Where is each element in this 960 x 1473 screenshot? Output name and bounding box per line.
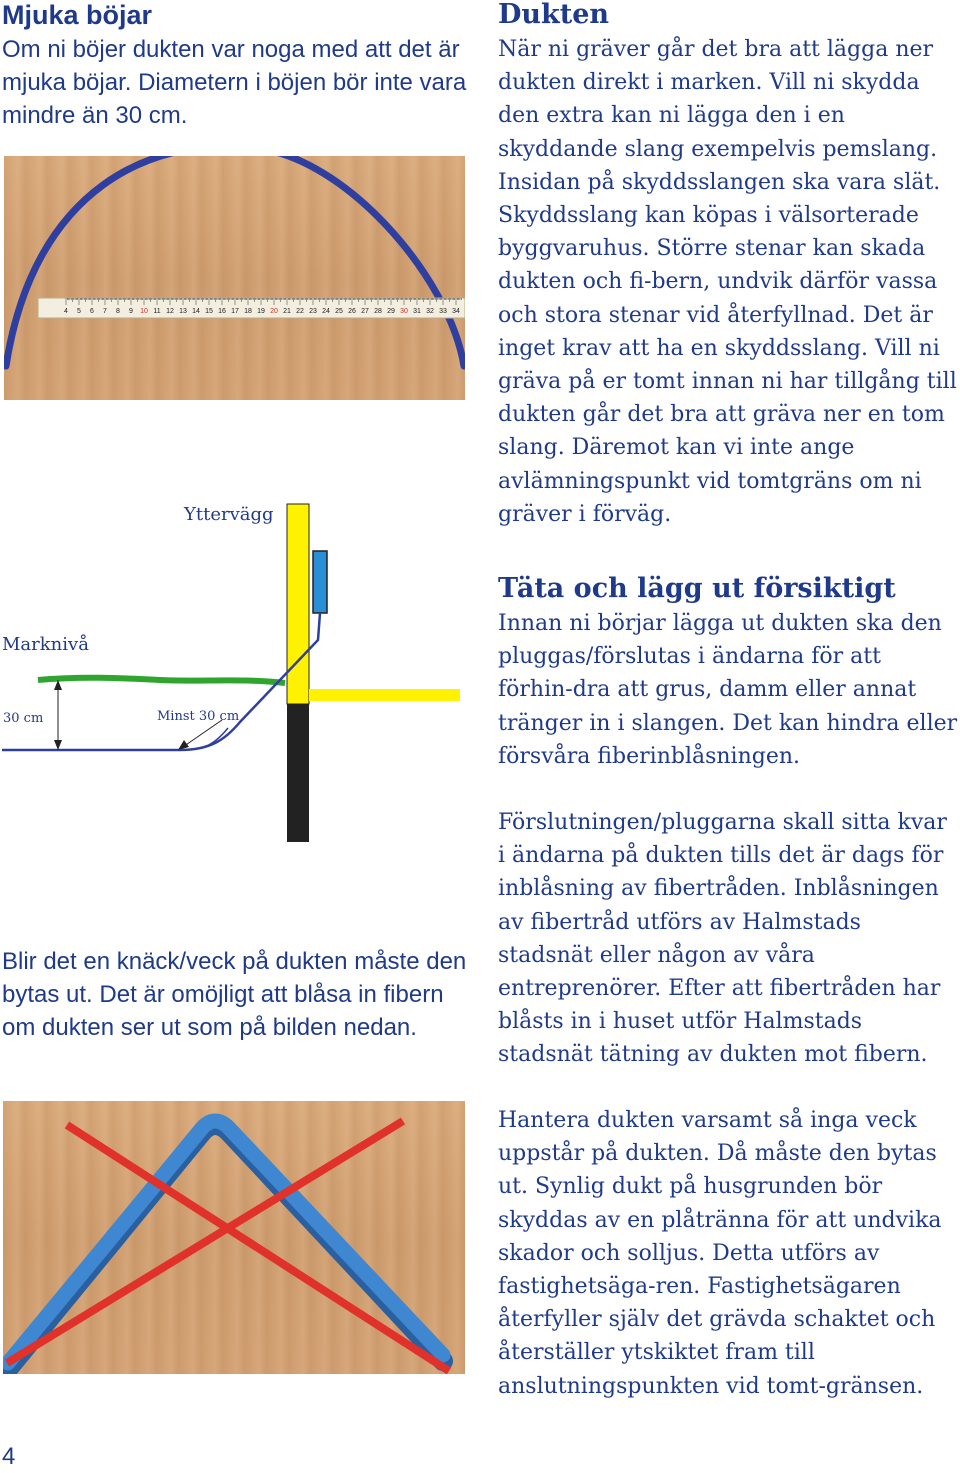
kink-photo-drawing — [3, 1101, 465, 1374]
depth-arrow-head-bottom — [54, 740, 62, 750]
ruler-number: 28 — [374, 308, 382, 315]
intro-paragraph: Om ni böjer dukten var noga med att det är mjuka böjar. Diametern i böjen bör inte vara mindre än 30 cm. — [2, 36, 467, 130]
tata-paragraph-3: Hantera dukten varsamt så inga veck uppstår på dukten. Då måste den bytas ut. Synlig dukt på husgrunden bör skyddas av en plåtränna för att undvika skador och solljus. Detta utförs av fastighetsäga-ren. Fastighetsägaren återfyller själv det grävda schaktet och återställer ytskiktet fram till anslutningspunkten vid tomt-gränsen. — [498, 1108, 942, 1399]
ruler-number: 21 — [283, 308, 291, 315]
ruler-number: 7 — [103, 308, 107, 315]
ruler-number: 32 — [426, 308, 434, 315]
diagram-drawing — [0, 500, 470, 845]
ruler-number: 33 — [439, 308, 447, 315]
foundation — [287, 704, 309, 842]
ruler-number: 16 — [218, 308, 226, 315]
tata-paragraph-2: Förslutningen/pluggarna skall sitta kvar i ändarna på dukten tills det är dags för inblåsning av fibertråden. Inblåsningen av fibertråd utförs av Halmstads stadsnät eller någon av våra entreprenörer. Efter att fibertråden har blåsts in i huset utför Halmstads stadsnät tätning av dukten mot fibern. — [498, 810, 947, 1068]
ruler-number: 17 — [231, 308, 239, 315]
ruler-number: 18 — [244, 308, 252, 315]
ruler-number: 29 — [387, 308, 395, 315]
radius-arrow-head — [178, 740, 189, 750]
label-depth-30cm: 30 cm — [3, 711, 44, 726]
label-minst-30cm: Minst 30 cm — [157, 709, 240, 724]
dukten-paragraph: När ni gräver går det bra att lägga ner dukten direkt i marken. Vill ni skydda den extra kan ni lägga den i en skyddande slang exempelvis pemslang. Insidan på skyddsslangen ska vara slät. Skyddsslang kan köpas i välsorterade byggvaruhus. Större stenar kan skada dukten och fi-bern, undvik därför vassa och stora stenar vid återfyllnad. Det är inget krav att ha en skyddsslang. Vill ni gräva på er tomt innan ni har tillgång till dukten går det bra att gräva ner en tom slang. Däremot kan vi inte ange avlämningspunkt vid tomtgräns om ni gräver i förväg. — [498, 37, 957, 527]
heading-dukten: Dukten — [498, 0, 610, 30]
ruler-number: 30 — [400, 308, 408, 315]
ruler-number: 6 — [90, 308, 94, 315]
ruler-number: 4 — [64, 308, 68, 315]
bent-duct — [6, 156, 464, 366]
page-number: 4 — [2, 1443, 16, 1470]
ruler-number: 10 — [140, 308, 148, 315]
ruler-number: 27 — [361, 308, 369, 315]
ruler-number: 20 — [270, 308, 278, 315]
photo-kinked-duct — [3, 1101, 465, 1374]
label-markniva: Marknivå — [2, 634, 89, 655]
ruler-number: 23 — [309, 308, 317, 315]
ruler-number: 12 — [166, 308, 174, 315]
bend-photo-drawing — [4, 156, 465, 400]
floor-slab — [309, 689, 460, 701]
outer-wall — [287, 504, 309, 704]
ground-level-line — [38, 678, 285, 683]
kink-paragraph: Blir det en knäck/veck på dukten måste den bytas ut. Det är omöjligt att blåsa in fibern om dukten ser ut som på bilden nedan. — [2, 948, 467, 1042]
kinked-duct-shadow — [8, 1125, 443, 1369]
ruler-number: 34 — [452, 308, 460, 315]
label-yttervagg: Yttervägg — [184, 504, 274, 525]
ruler-number: 11 — [153, 308, 161, 315]
heading-mjuka-bojar: Mjuka böjar — [2, 0, 153, 30]
ruler-number: 15 — [205, 308, 213, 315]
ruler-number: 19 — [257, 308, 265, 315]
photo-bend-with-ruler — [4, 156, 465, 400]
ruler-number: 26 — [348, 308, 356, 315]
ruler-number: 24 — [322, 308, 330, 315]
ruler-number: 8 — [116, 308, 120, 315]
ruler-number: 9 — [129, 308, 133, 315]
ruler-number: 5 — [77, 308, 81, 315]
ruler-number: 13 — [179, 308, 187, 315]
connection-box — [313, 551, 327, 613]
ruler-number: 31 — [413, 308, 421, 315]
heading-tata: Täta och lägg ut försiktigt — [498, 573, 896, 604]
tata-paragraph-1: Innan ni börjar lägga ut dukten ska den pluggas/förslutas i ändarna för att förhin-dra att grus, damm eller annat tränger in i slangen. Det kan hindra eller försvåra fiberinblåsningen. — [498, 611, 958, 769]
ruler-number: 22 — [296, 308, 304, 315]
ruler-number: 14 — [192, 308, 200, 315]
ruler-number: 25 — [335, 308, 343, 315]
installation-diagram — [0, 500, 470, 845]
